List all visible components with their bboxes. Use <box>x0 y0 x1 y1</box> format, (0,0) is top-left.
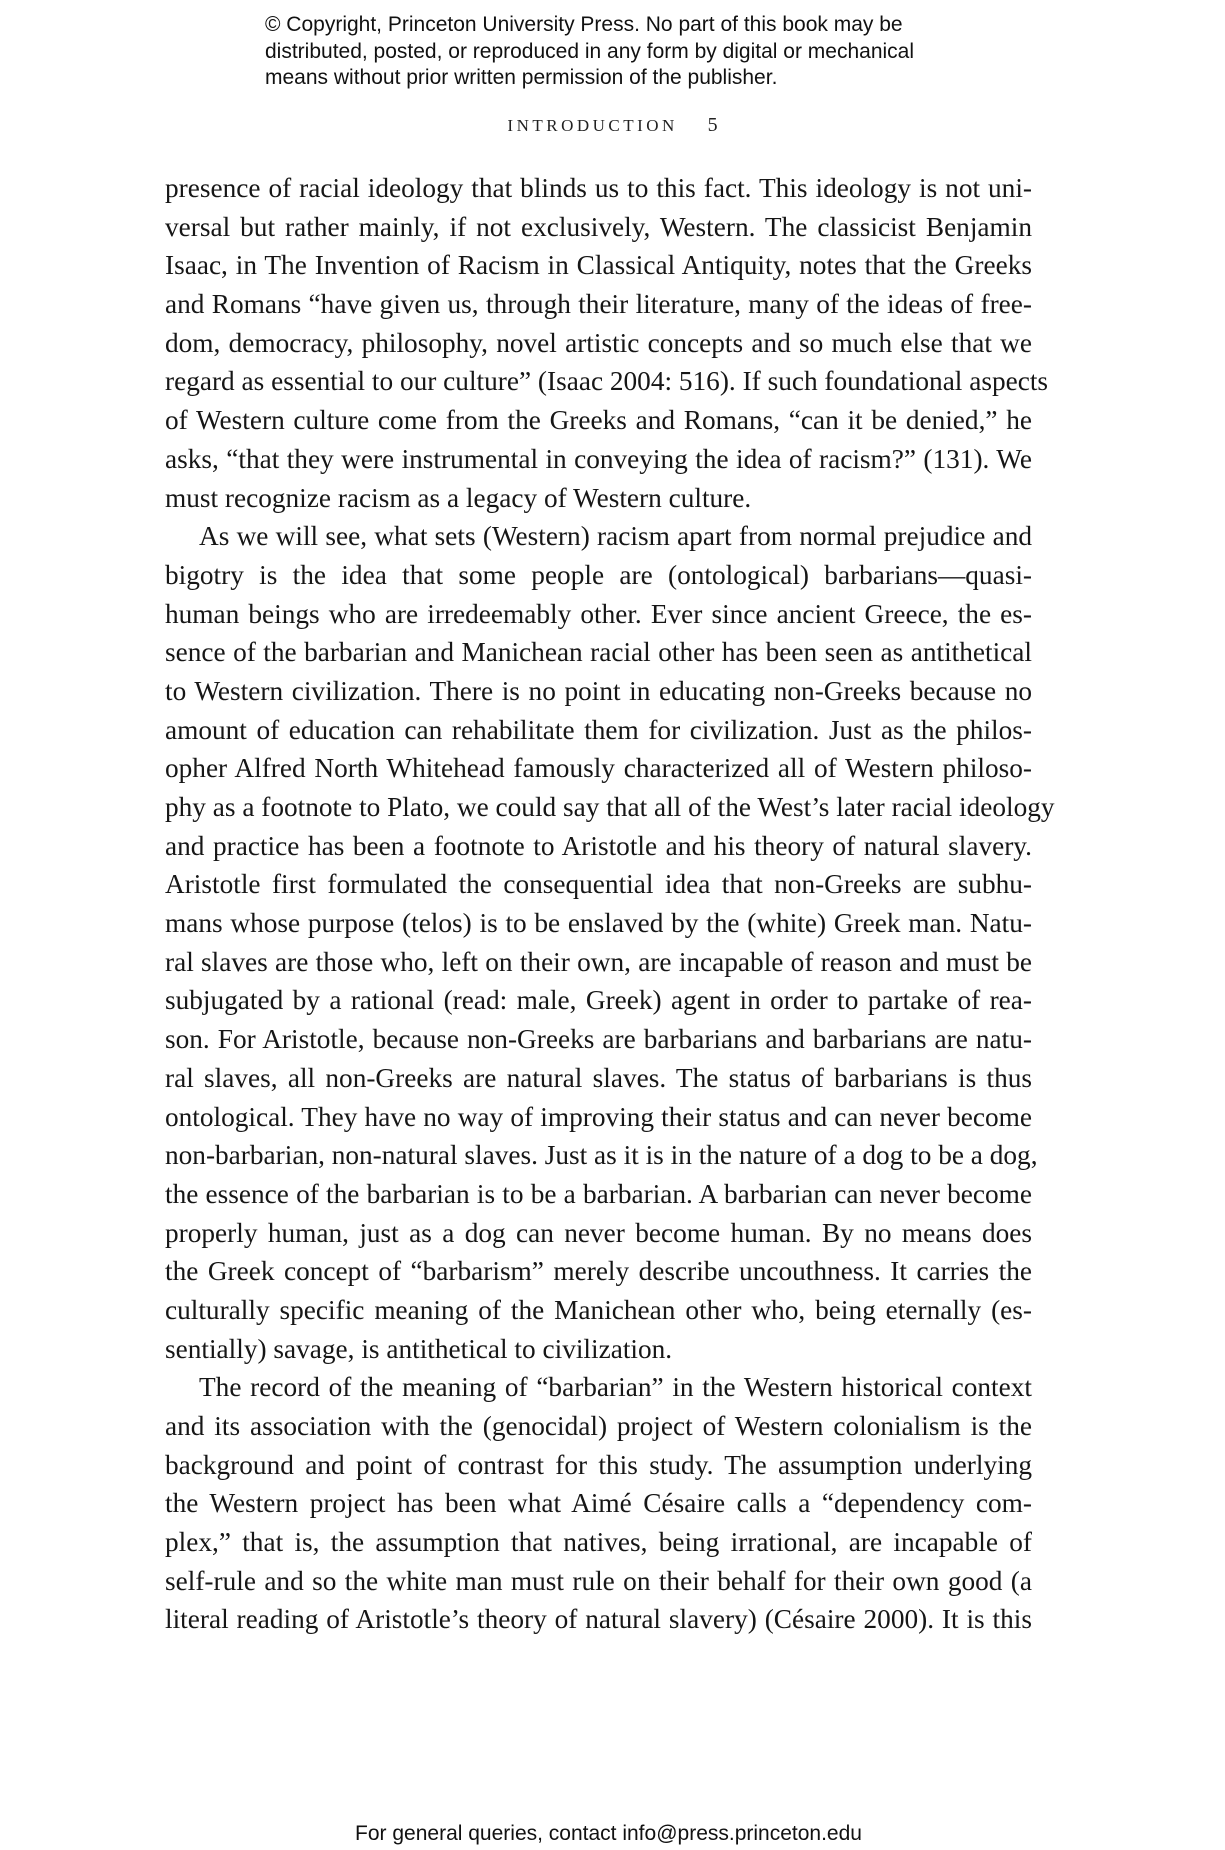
text-line: human beings who are irredeemably other. Ever since ancient Greece, the es- <box>165 598 1032 629</box>
text-line: properly human, just as a dog can never become human. By no means does <box>165 1217 1032 1248</box>
text-line: versal but rather mainly, if not exclusively, Western. The classicist Benjamin <box>165 211 1032 242</box>
text-line: and its association with the (genocidal) project of Western colonialism is the <box>165 1411 1032 1441</box>
text-line: regard as essential to our culture” (Isaac 2004: 516). If such foundational aspects <box>165 366 1049 397</box>
text-line: phy as a footnote to Plato, we could say that all of the West’s later racial ideology <box>165 792 1055 822</box>
text-line: plex,” that is, the assumption that natives, being irrational, are incapable of <box>165 1527 1032 1558</box>
text-line: must recognize racism as a legacy of Western culture. <box>165 482 752 513</box>
text-line: subjugated by a rational (read: male, Greek) agent in order to partake of rea- <box>165 985 1032 1016</box>
text-line: the essence of the barbarian is to be a barbarian. A barbarian can never become <box>165 1178 1032 1209</box>
text-line: non-barbarian, non-natural slaves. Just as it is in the nature of a dog to be a dog, <box>165 1140 1038 1171</box>
text-line: culturally specific meaning of the Manichean other who, being eternally (es- <box>165 1294 1032 1325</box>
copyright-line: distributed, posted, or reproduced in any form by digital or mechanical <box>265 39 915 63</box>
copyright-line: means without prior written permission of the publisher. <box>265 66 778 89</box>
running-head-title: INTRODUCTION <box>507 116 678 135</box>
text-line: dom, democracy, philosophy, novel artistic concepts and so much else that we <box>165 327 1032 358</box>
page-number: 5 <box>707 114 718 136</box>
text-line: literal reading of Aristotle’s theory of natural slavery) (Césaire 2000). It is this <box>165 1604 1032 1635</box>
text-line: mans whose purpose (telos) is to be enslaved by the (white) Greek man. Natu- <box>165 908 1032 939</box>
text-line: ral slaves are those who, left on their own, are incapable of reason and must be <box>165 946 1032 977</box>
text-line: Isaac, in The Invention of Racism in Classical Antiquity, notes that the Greeks <box>165 250 1032 281</box>
text-line: Aristotle first formulated the consequential idea that non-Greeks are subhu- <box>165 869 1032 900</box>
text-line: the Western project has been what Aimé Césaire calls a “dependency com- <box>165 1488 1032 1519</box>
text-line: As we will see, what sets (Western) racism apart from normal prejudice and <box>199 521 1032 552</box>
text-line: son. For Aristotle, because non-Greeks are barbarians and barbarians are natu- <box>165 1024 1032 1055</box>
footer-text: For general queries, contact info@press.princeton.edu <box>355 1822 862 1845</box>
copyright-notice <box>265 12 1025 92</box>
running-head <box>0 114 1225 137</box>
text-line: to Western civilization. There is no point in educating non-Greeks because no <box>165 675 1032 706</box>
text-line: presence of racial ideology that blinds us to this fact. This ideology is not uni- <box>165 173 1032 203</box>
body-text <box>165 169 1055 1639</box>
text-line: asks, “that they were instrumental in conveying the idea of racism?” (131). We <box>165 443 1032 474</box>
footer-contact <box>0 1822 1225 1846</box>
text-line: and practice has been a footnote to Aristotle and his theory of natural slavery. <box>165 830 1032 861</box>
copyright-line: © Copyright, Princeton University Press. No part of this book may be <box>265 13 903 36</box>
text-line: amount of education can rehabilitate them for civilization. Just as the philos- <box>165 714 1032 745</box>
text-line: the Greek concept of “barbarism” merely describe uncouthness. It carries the <box>165 1256 1032 1287</box>
text-line: The record of the meaning of “barbarian” in the Western historical context <box>199 1372 1032 1403</box>
text-line: sentially) savage, is antithetical to civilization. <box>165 1333 673 1364</box>
text-line: and Romans “have given us, through their literature, many of the ideas of free- <box>165 289 1032 320</box>
text-line: background and point of contrast for this study. The assumption underlying <box>165 1449 1032 1480</box>
text-line: ral slaves, all non-Greeks are natural slaves. The status of barbarians is thus <box>165 1062 1032 1093</box>
text-line: ontological. They have no way of improving their status and can never become <box>165 1101 1032 1132</box>
text-line: self-rule and so the white man must rule on their behalf for their own good (a <box>165 1565 1032 1596</box>
text-line: bigotry is the idea that some people are (ontological) barbarians—quasi- <box>165 559 1032 590</box>
text-line: sence of the barbarian and Manichean racial other has been seen as antithetical <box>165 637 1032 668</box>
text-line: opher Alfred North Whitehead famously characterized all of Western philoso- <box>165 753 1032 784</box>
text-line: of Western culture come from the Greeks and Romans, “can it be denied,” he <box>165 405 1032 436</box>
